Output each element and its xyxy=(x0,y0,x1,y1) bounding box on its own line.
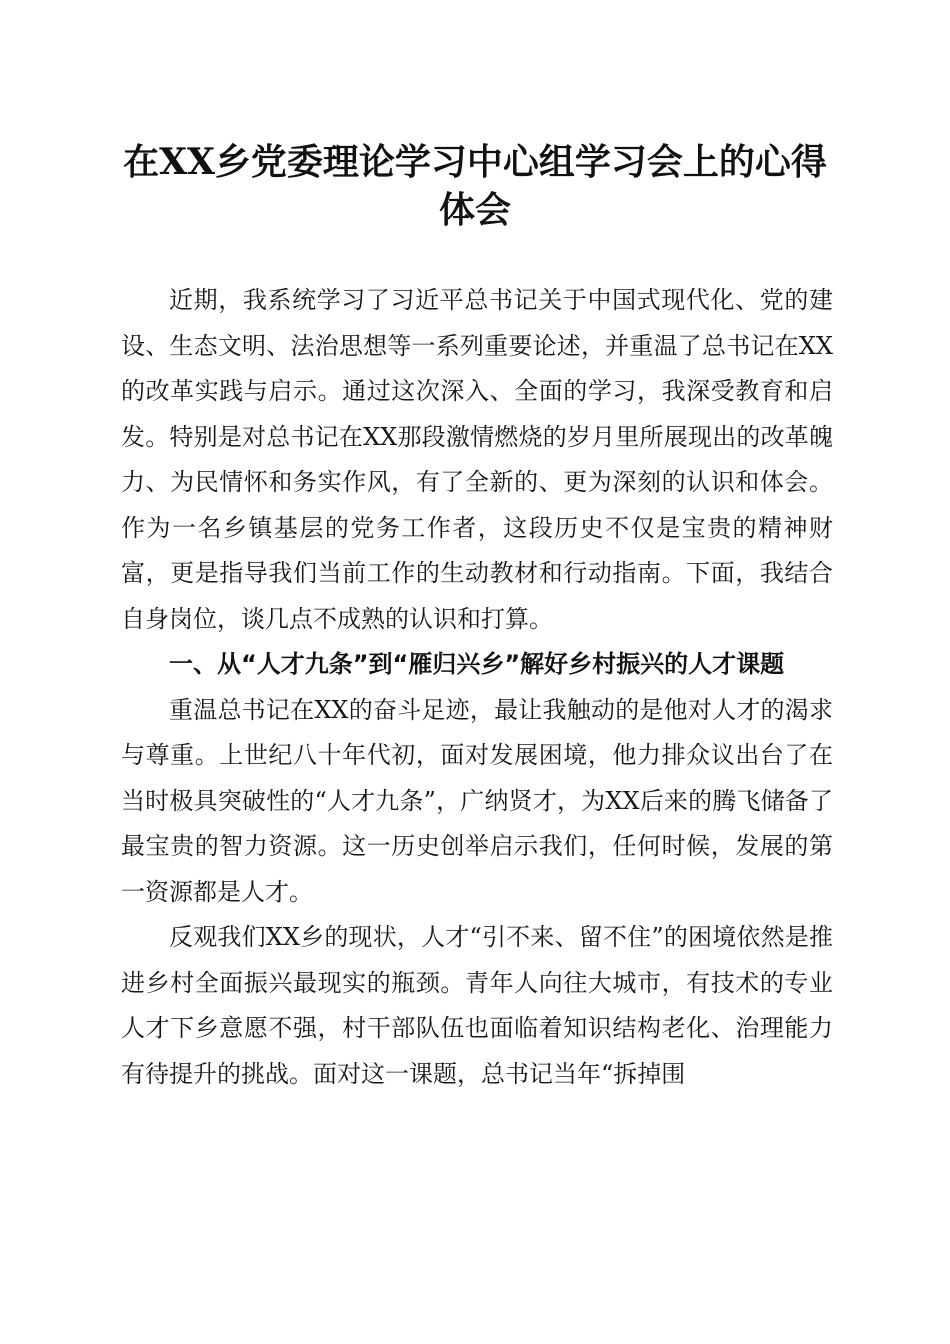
document-title: 在XX乡党委理论学习中心组学习会上的心得体会 xyxy=(123,141,827,231)
section-1-paragraph-2: 反观我们XX乡的现状，人才“引不来、留不住”的困境依然是推进乡村全面振兴最现实的瓶颈。青年人向往大城市，有技术的专业人才下乡意愿不强，村干部队伍也面临着知识结构老化、治理能力有待提升的挑战。面对这一课题，总书记当年“拆掉围 xyxy=(121,923,833,1088)
section-1-paragraph-1: 重温总书记在XX的奋斗足迹，最让我触动的是他对人才的渴求与尊重。上世纪八十年代初，面对发展困境，他力排众议出台了在当时极具突破性的“人才九条”，广纳贤才，为XX后来的腾飞储备了最宝贵的智力资源。这一历史创举启示我们，任何时候，发展的第一资源都是人才。 xyxy=(121,695,833,906)
section-heading-1: 一、从“人才九条”到“雁归兴乡”解好乡村振兴的人才课题 xyxy=(169,650,785,678)
intro-paragraph: 近期，我系统学习了习近平总书记关于中国式现代化、党的建设、生态文明、法治思想等一系列重要论述，并重温了总书记在XX的改革实践与启示。通过这次深入、全面的学习，我深受教育和启发。特别是对总书记在XX那段激情燃烧的岁月里所展现出的改革魄力、为民情怀和务实作风，有了全新的、更为深刻的认识和体会。作为一名乡镇基层的党务工作者，这段历史不仅是宝贵的精神财富，更是指导我们当前工作的生动教材和行动指南。下面，我结合自身岗位，谈几点不成熟的认识和打算。 xyxy=(121,286,833,633)
document-body xyxy=(121,278,833,1097)
